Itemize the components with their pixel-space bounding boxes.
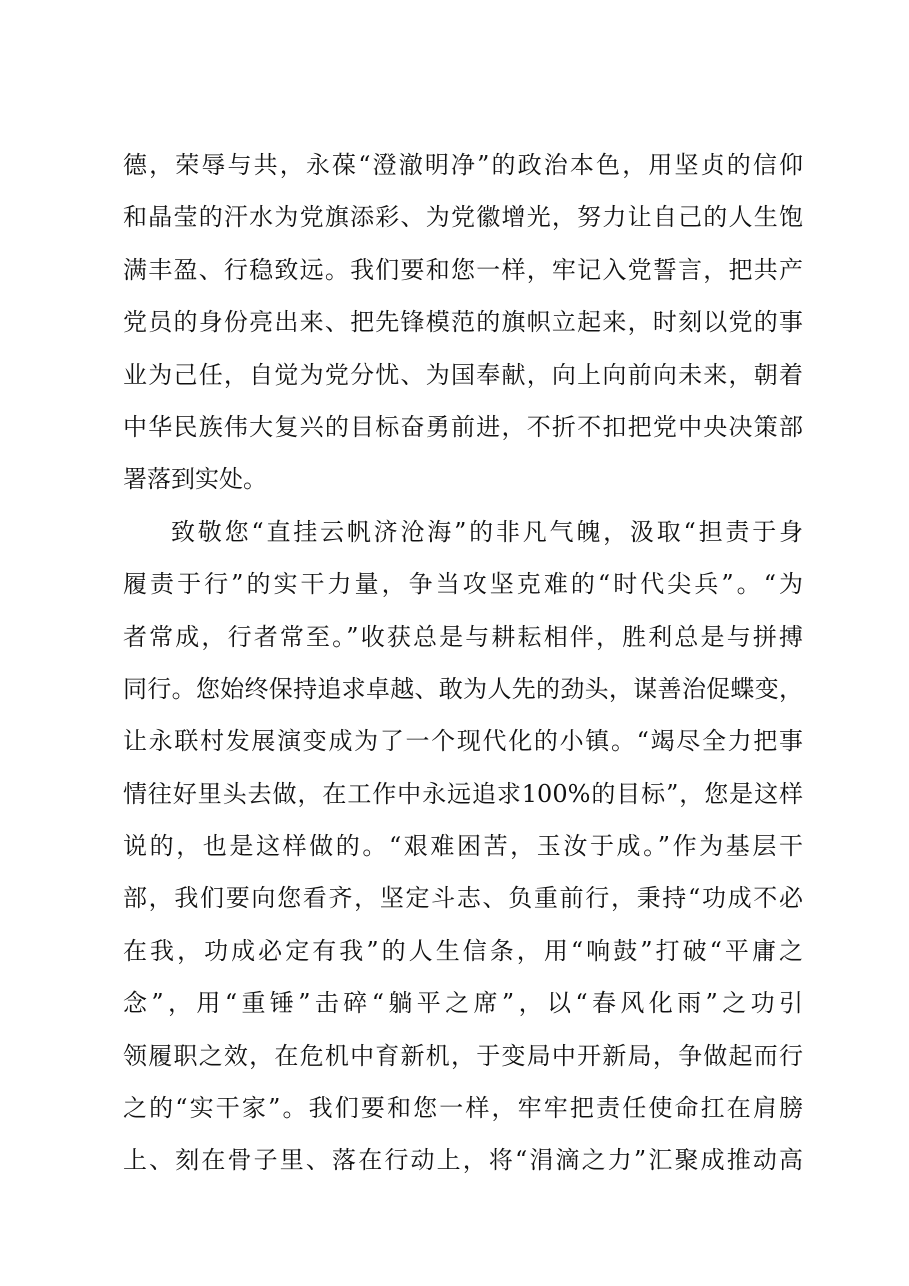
- paragraph-line: 同行。您始终保持追求卓越、敢为人先的劲头，谋善治促蝶变，: [123, 674, 803, 703]
- paragraph-line: 部，我们要向您看齐，坚定斗志、负重前行，秉持“功成不必: [123, 884, 803, 913]
- paragraph-line: 之的“实干家”。我们要和您一样，牢牢把责任使命扛在肩膀: [123, 1094, 803, 1123]
- paragraph-line: 说的，也是这样做的。“艰难困苦，玉汝于成。”作为基层干: [123, 832, 803, 861]
- paragraph-line: 业为己任，自觉为党分忧、为国奉献，向上向前向未来，朝着: [123, 360, 803, 389]
- paragraph-line: 德，荣辱与共，永葆“澄澈明净”的政治本色，用坚贞的信仰: [123, 151, 803, 179]
- paragraph-line: 领履职之效，在危机中育新机，于变局中开新局，争做起而行: [123, 1041, 803, 1070]
- paragraph-1: [123, 139, 803, 506]
- paragraph-line: 履责于行”的实干力量，争当攻坚克难的“时代尖兵”。“为: [123, 570, 803, 599]
- paragraph-line: 让永联村发展演变成为了一个现代化的小镇。“竭尽全力把事: [123, 727, 803, 756]
- paragraph-line: 中华民族伟大复兴的目标奋勇前进，不折不扣把党中央决策部: [123, 412, 803, 441]
- document-body: [123, 139, 803, 1187]
- paragraph-line: 情往好里头去做，在工作中永远追求100%的目标”，您是这样: [123, 779, 803, 808]
- paragraph-2: [123, 506, 803, 1187]
- paragraph-line: 者常成，行者常至。”收获总是与耕耘相伴，胜利总是与拼搏: [123, 622, 803, 651]
- paragraph-line: 和晶莹的汗水为党旗添彩、为党徽增光，努力让自己的人生饱: [123, 203, 803, 232]
- paragraph-line: 党员的身份亮出来、把先锋模范的旗帜立起来，时刻以党的事: [123, 308, 803, 337]
- paragraph-line: 署落到实处。: [123, 465, 267, 494]
- paragraph-line: 在我，功成必定有我”的人生信条，用“响鼓”打破“平庸之: [123, 936, 803, 965]
- paragraph-line: 满丰盈、行稳致远。我们要和您一样，牢记入党誓言，把共产: [123, 255, 803, 284]
- paragraph-line: 致敬您“直挂云帆济沧海”的非凡气魄，汲取“担责于身: [171, 517, 803, 546]
- paragraph-line: 念”，用“重锤”击碎“躺平之席”，以“春风化雨”之功引: [123, 989, 803, 1018]
- paragraph-line: 上、刻在骨子里、落在行动上，将“涓滴之力”汇聚成推动高: [123, 1146, 803, 1175]
